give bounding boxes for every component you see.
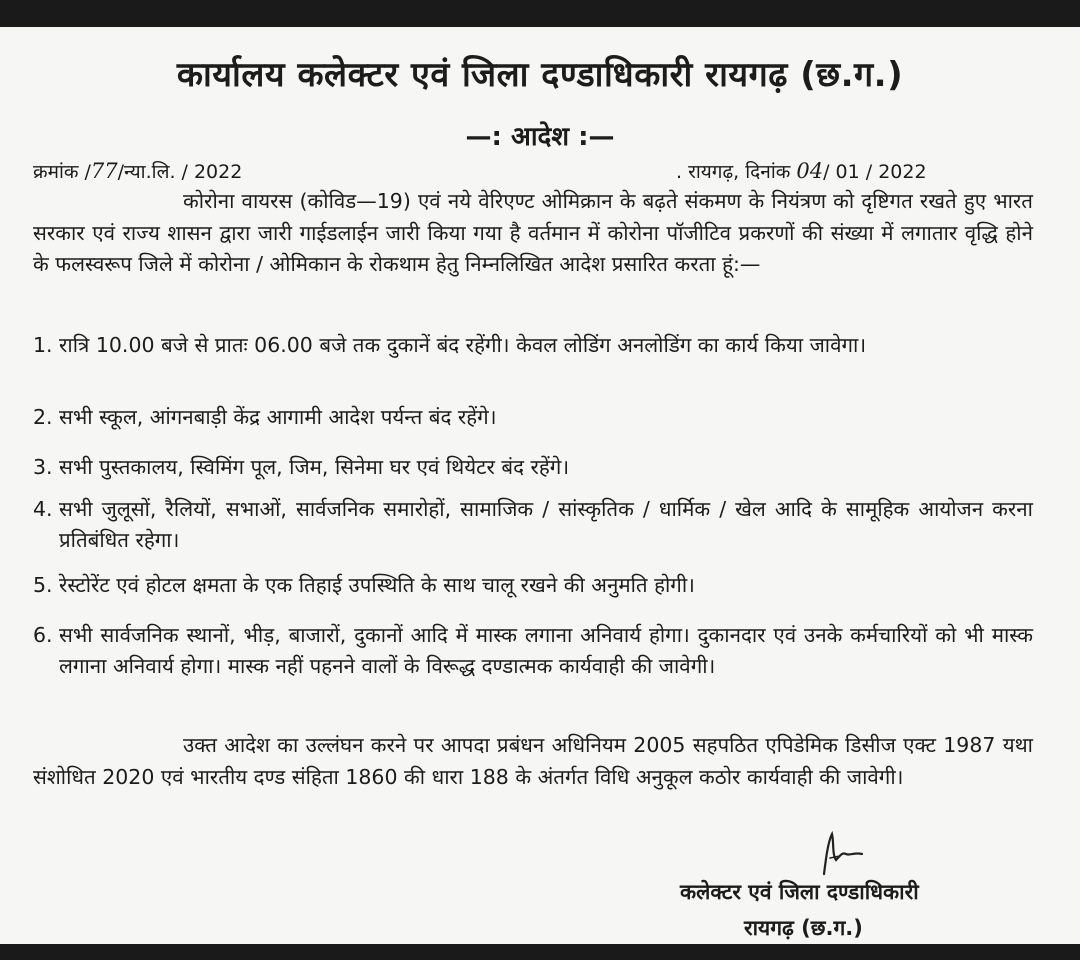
item-number: 3. [33, 455, 53, 479]
signature-scribble-icon [810, 828, 870, 878]
reference-number [33, 158, 242, 184]
order-title: —: आदेश :— [465, 122, 615, 152]
closing-text: उक्त आदेश का उल्लंघन करने पर आपदा प्रबंधन अधिनियम 2005 सहपठित एपिडेमिक डिसीज एक्ट 1987 यथा संशोधित 2020 एवं भारतीय दण्ड संहिता 1860 की धारा 188 के अंतर्गत विधि अनुकूल कठोर कार्यवाही की जावेगी। [33, 733, 1033, 789]
item-text: रात्रि 10.00 बजे से प्रातः 06.00 बजे तक दुकानें बंद रहेंगी। केवल लोडिंग अनलोडिंग का कार्य किया जावेगा। [59, 333, 867, 357]
order-date [676, 158, 927, 184]
item-number: 4. [33, 497, 53, 521]
item-text: रेस्टोरेंट एवं होटल क्षमता के एक तिहाई उपस्थिति के साथ चालू रखने की अनुमति होगी। [59, 573, 695, 597]
item-text: सभी जुलूसों, रैलियों, सभाओं, सार्वजनिक समारोहों, सामाजिक / सांस्कृतिक / धार्मिक / खेल आदि के सामूहिक आयोजन करना प्रतिबंधित रहेगा। [59, 497, 1033, 552]
order-item-2 [33, 402, 1033, 433]
item-number: 2. [33, 405, 53, 429]
order-item-1 [33, 330, 1033, 361]
item-text: सभी पुस्तकालय, स्विमिंग पूल, जिम, सिनेमा घर एवं थियेटर बंद रहेंगे। [59, 455, 570, 479]
bottom-dark-border [0, 944, 1080, 960]
date-prefix: . रायगढ़, दिनांक [676, 161, 797, 183]
office-title: कार्यालय कलेक्टर एवं जिला दण्डाधिकारी रायगढ़ (छ.ग.) [176, 55, 904, 95]
reference-suffix: /न्या.लि. / 2022 [117, 161, 243, 183]
item-number: 5. [33, 573, 53, 597]
item-text: सभी स्कूल, आंगनबाड़ी केंद्र आगामी आदेश पर्यन्त बंद रहेंगे। [59, 405, 497, 429]
reference-handwritten-number: 77 [90, 159, 118, 183]
top-dark-border [0, 0, 1080, 27]
item-number: 1. [33, 333, 53, 357]
signatory-designation: कलेक्टर एवं जिला दण्डाधिकारी [680, 880, 919, 904]
reference-prefix: क्रमांक / [33, 161, 91, 183]
signatory-place: रायगढ़ (छ.ग.) [744, 916, 863, 940]
item-text: सभी सार्वजनिक स्थानों, भीड़, बाजारों, दुकानों आदि में मास्क लगाना अनिवार्य होगा। दुकानदार एवं उनके कर्मचारियों को भी मास्क लगाना अनिवार्य होगा। मास्क नहीं पहनने वालों के विरूद्ध दण्डात्मक कार्यवाही की जावेगी। [59, 623, 1033, 678]
order-item-6 [33, 620, 1033, 682]
date-suffix: / 01 / 2022 [823, 161, 927, 183]
closing-paragraph [33, 730, 1033, 793]
date-handwritten-day: 04 [796, 159, 824, 183]
intro-paragraph [33, 186, 1033, 281]
order-item-3 [33, 452, 1033, 483]
order-item-4 [33, 494, 1033, 556]
order-item-5 [33, 570, 1033, 601]
item-number: 6. [33, 623, 53, 647]
intro-text: कोरोना वायरस (कोविड—19) एवं नये वेरिएण्ट ओमिक्रान के बढ़ते संकमण के नियंत्रण को दृष्टिगत रखते हुए भारत सरकार एवं राज्य शासन द्वारा जारी गाईडलाईन जारी किया गया है वर्तमान में कोरोना पॉजीटिव प्रकरणों की संख्या में लगातार वृद्धि होने के फलस्वरूप जिले में कोरोना / ओमिकान के रोकथाम हेतु निम्नलिखित आदेश प्रसारित करता हूं:— [33, 189, 1033, 276]
